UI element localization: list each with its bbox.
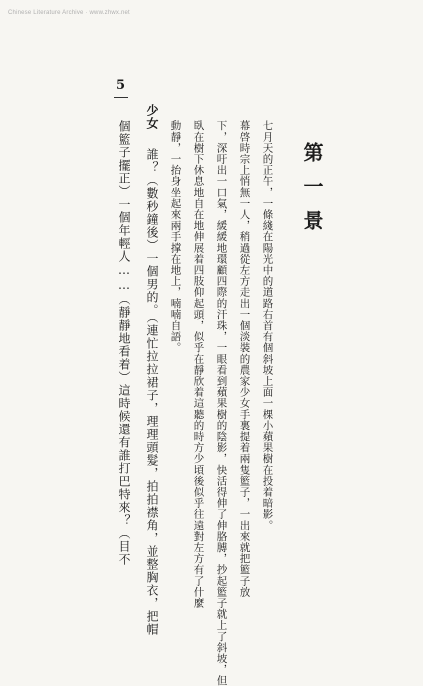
dialogue-line: 個籃子擺正）一個年輕人……（靜靜地看着）這時候還有誰打巴特來？（目不 xyxy=(117,120,131,566)
dialogue-speaker: 少女 xyxy=(145,104,159,130)
narration-line: 七月天的正午，一條綫在陽光中的道路右首有個斜坡上面一棵小蘋果樹在投着暗影。 xyxy=(261,120,274,531)
dialogue-line: 誰？（數秒鐘後）一個男的。（連忙拉拉裙子，理理頭髮，拍拍襟角，並整胸衣，把帽 xyxy=(145,148,159,636)
narration-line: 幕啓時宗上悄無一人，稍過從左方走出一個淡裝的農家少女手裏提着兩隻籃子，一出來就把籃子放 xyxy=(238,120,251,598)
page-number-rule xyxy=(114,97,128,98)
page-number: 5 xyxy=(116,78,126,93)
scene-title: 第一景 xyxy=(300,142,324,244)
narration-line: 下，深吁出一口氣，緩緩地環顧四際的汗珠，一眼看到蘋果樹的陰影，快活得伸了伸胳膊，抄起籃子就上了斜坡，但 xyxy=(215,120,228,686)
narration-line: 動靜，一抬身坐起來兩手撑在地上，喃喃自語。 xyxy=(169,120,182,354)
archive-watermark: Chinese Literature Archive · www.zhwx.net xyxy=(8,10,130,16)
narration-line: 臥在樹下休息地自在地伸展着四肢仰起頭，似乎在靜欣着這聽的時方少頃後似乎往遠對左方有了什麼 xyxy=(192,120,205,609)
